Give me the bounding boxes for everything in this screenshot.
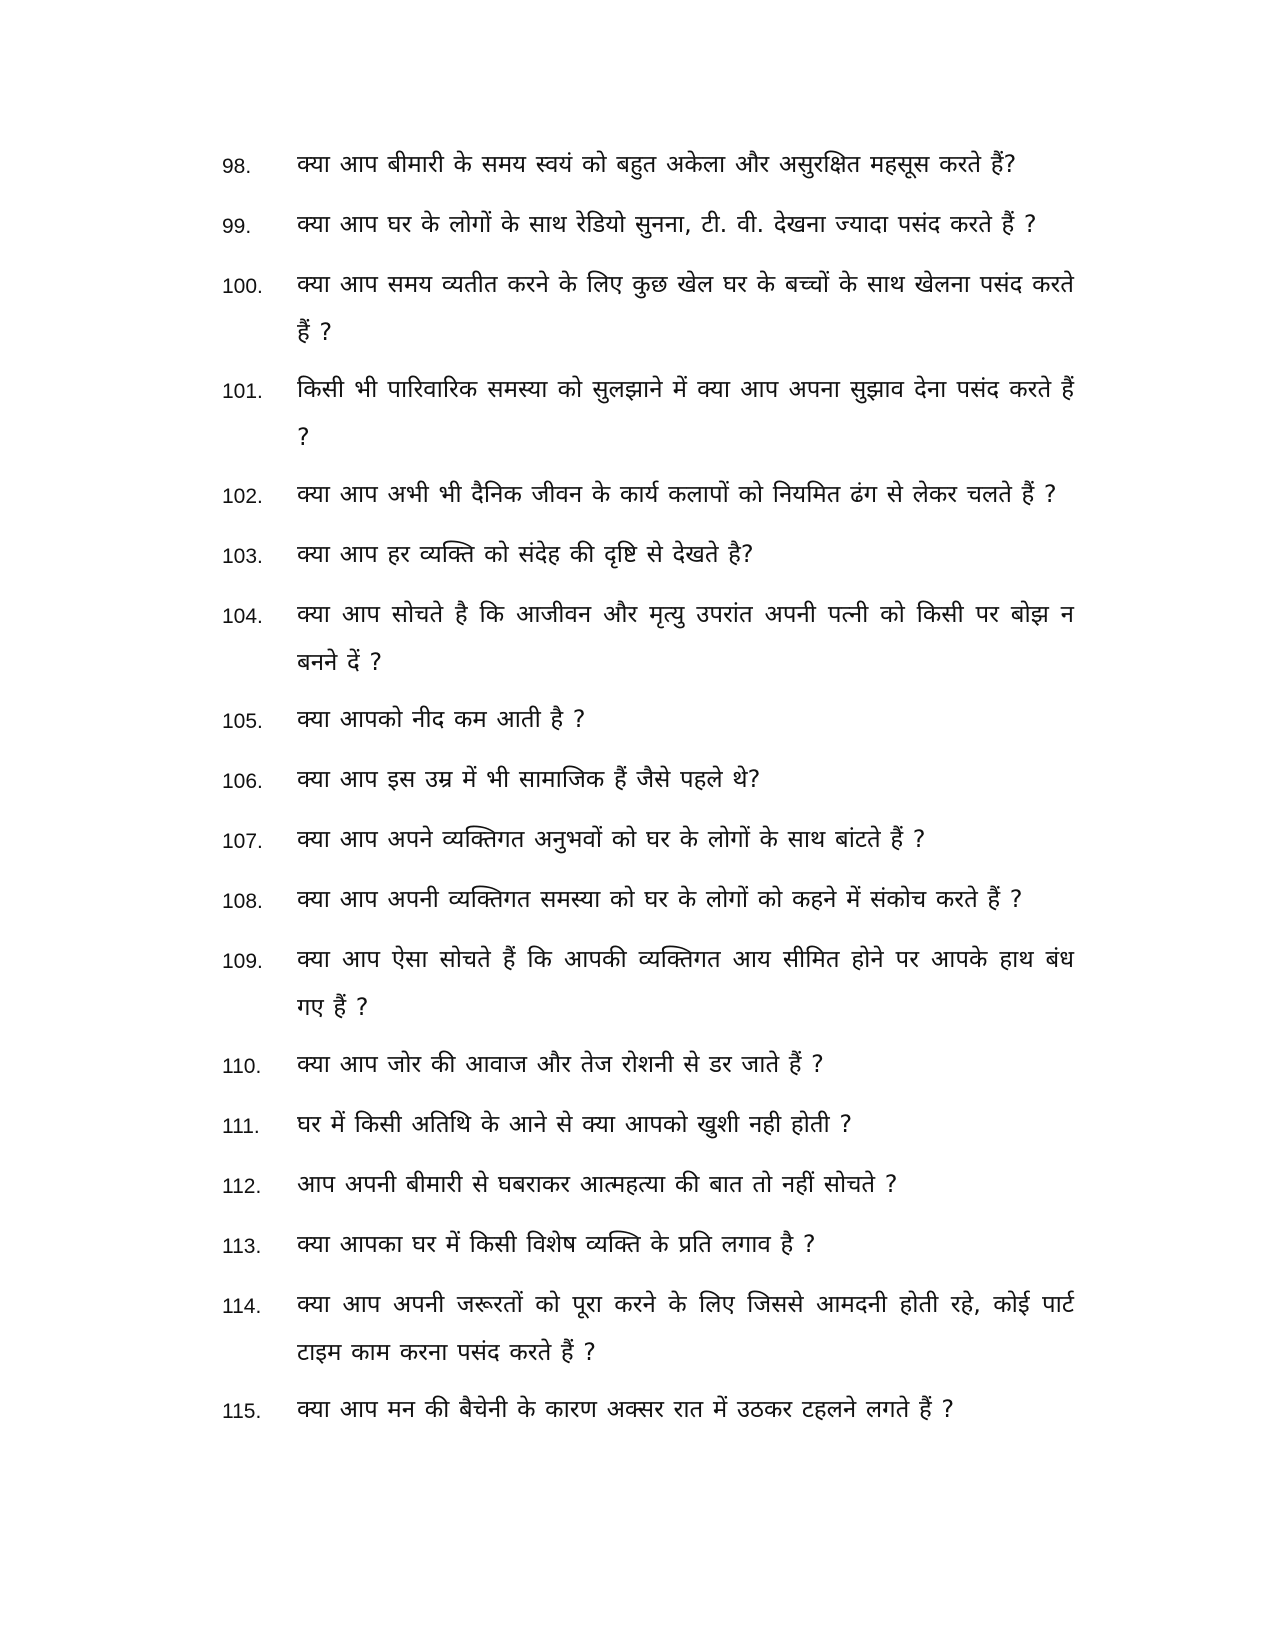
question-item [222,470,1074,521]
question-number: 104. [222,605,263,628]
question-text: क्या आप सोचते है कि आजीवन और मृत्यु उपरांत अपनी पत्नी को किसी पर बोझ न बनने दें ? [297,600,1074,676]
question-number: 98. [222,155,252,178]
question-item [222,695,1074,746]
question-number: 103. [222,545,263,568]
question-number: 112. [222,1175,262,1198]
question-item [222,1220,1074,1271]
question-item [222,815,1074,866]
question-text: क्या आप ऐसा सोचते हैं कि आपकी व्यक्तिगत आय सीमित होने पर आपके हाथ बंध गए हैं ? [297,945,1074,1021]
question-item [222,590,1074,686]
question-number: 101. [222,380,263,403]
question-number: 115. [222,1400,262,1423]
question-item [222,935,1074,1031]
question-list [222,140,1074,1445]
question-number: 99. [222,215,252,238]
question-item [222,200,1074,251]
question-item [222,530,1074,581]
question-number: 105. [222,710,263,733]
question-number: 102. [222,485,263,508]
question-number: 111. [222,1115,260,1138]
question-item [222,1280,1074,1376]
question-text: क्या आप इस उम्र में भी सामाजिक हैं जैसे पहले थे? [297,765,761,793]
question-number: 109. [222,950,263,973]
question-number: 108. [222,890,263,913]
question-item [222,260,1074,356]
question-text: क्या आप मन की बैचेनी के कारण अक्सर रात में उठकर टहलने लगते हैं ? [297,1395,955,1423]
question-text: क्या आप हर व्यक्ति को संदेह की दृष्टि से देखते है? [297,540,754,568]
question-number: 107. [222,830,263,853]
question-item [222,140,1074,191]
question-text: क्या आप घर के लोगों के साथ रेडियो सुनना, टी. वी. देखना ज्यादा पसंद करते हैं ? [297,210,1037,238]
question-item [222,1160,1074,1211]
question-text: किसी भी पारिवारिक समस्या को सुलझाने में क्या आप अपना सुझाव देना पसंद करते हैं ? [297,375,1074,451]
question-number: 113. [222,1235,262,1258]
question-item [222,1040,1074,1091]
question-text: क्या आप समय व्यतीत करने के लिए कुछ खेल घर के बच्चों के साथ खेलना पसंद करते हैं ? [297,270,1074,346]
question-item [222,1100,1074,1151]
question-item [222,365,1074,461]
question-text: क्या आप अपनी व्यक्तिगत समस्या को घर के लोगों को कहने में संकोच करते हैं ? [297,885,1023,913]
question-item [222,1385,1074,1436]
question-text: क्या आप अभी भी दैनिक जीवन के कार्य कलापों को नियमित ढंग से लेकर चलते हैं ? [297,480,1057,508]
question-text: आप अपनी बीमारी से घबराकर आत्महत्या की बात तो नहीं सोचते ? [297,1170,898,1198]
question-number: 110. [222,1055,262,1078]
question-text: घर में किसी अतिथि के आने से क्या आपको खुशी नही होती ? [297,1110,853,1138]
question-text: क्या आप अपने व्यक्तिगत अनुभवों को घर के लोगों के साथ बांटते हैं ? [297,825,926,853]
question-number: 106. [222,770,263,793]
question-item [222,755,1074,806]
question-text: क्या आप जोर की आवाज और तेज रोशनी से डर जाते हैं ? [297,1050,824,1078]
question-item [222,875,1074,926]
question-text: क्या आप बीमारी के समय स्वयं को बहुत अकेला और असुरक्षित महसूस करते हैं? [297,150,1017,178]
question-number: 100. [222,275,263,298]
question-text: क्या आपको नीद कम आती है ? [297,705,586,733]
question-text: क्या आपका घर में किसी विशेष व्यक्ति के प्रति लगाव है ? [297,1230,816,1258]
question-text: क्या आप अपनी जरूरतों को पूरा करने के लिए जिससे आमदनी होती रहे, कोई पार्ट टाइम काम करना पसंद करते हैं ? [297,1290,1074,1366]
question-number: 114. [222,1295,262,1318]
